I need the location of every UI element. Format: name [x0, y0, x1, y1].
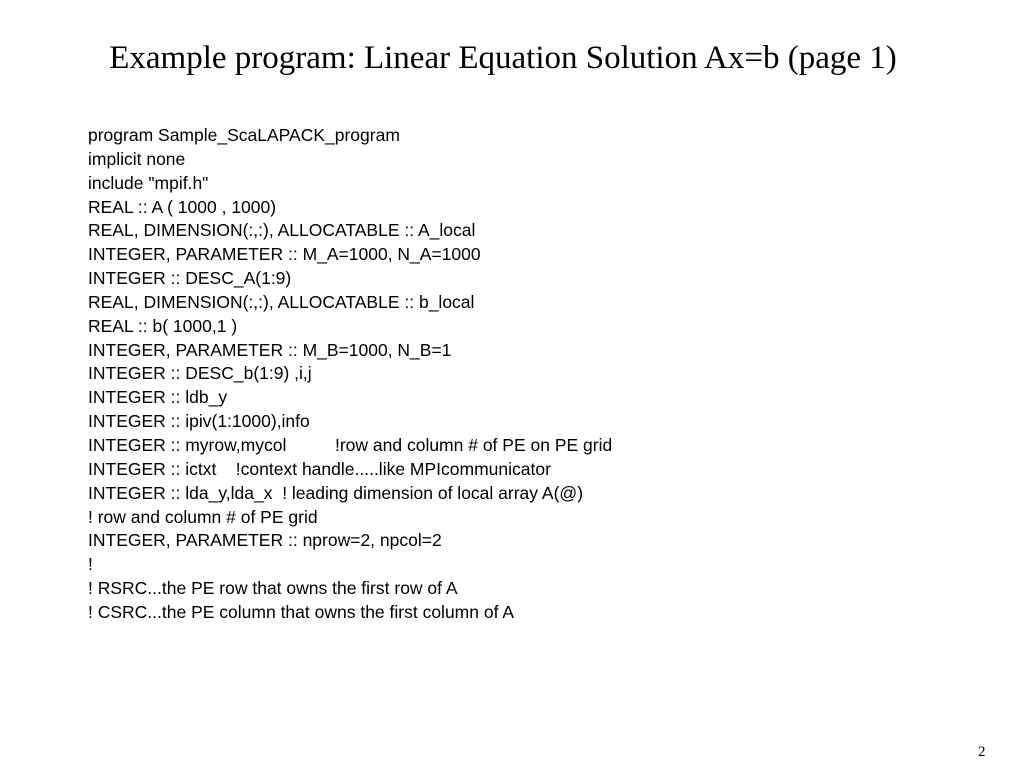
- code-line: INTEGER, PARAMETER :: M_B=1000, N_B=1: [88, 339, 452, 360]
- code-line: !: [88, 554, 93, 575]
- code-line: INTEGER, PARAMETER :: nprow=2, npcol=2: [88, 530, 442, 551]
- code-line: INTEGER :: ictxt !context handle.....like MPIcommunicator: [88, 458, 551, 479]
- code-line: ! RSRC...the PE row that owns the first row of A: [88, 578, 458, 599]
- code-line: program Sample_ScaLAPACK_program: [88, 125, 400, 145]
- page-number: 2: [978, 744, 986, 760]
- code-line: REAL :: b( 1000,1 ): [88, 315, 238, 336]
- code-line: REAL :: A ( 1000 , 1000): [88, 196, 277, 217]
- code-line: ! row and column # of PE grid: [88, 506, 318, 527]
- code-line: INTEGER :: ipiv(1:1000),info: [88, 411, 310, 432]
- code-line: INTEGER :: ldb_y: [88, 387, 228, 408]
- code-line: INTEGER, PARAMETER :: M_A=1000, N_A=1000: [88, 244, 481, 265]
- code-line: include "mpif.h": [88, 172, 209, 193]
- code-line: INTEGER :: DESC_b(1:9) ,i,j: [88, 363, 312, 384]
- code-line: ! CSRC...the PE column that owns the first column of A: [88, 601, 515, 622]
- code-line: INTEGER :: lda_y,lda_x ! leading dimension of local array A(@): [88, 482, 584, 503]
- code-line: REAL, DIMENSION(:,:), ALLOCATABLE :: A_local: [88, 220, 476, 241]
- code-line: INTEGER :: DESC_A(1:9): [88, 268, 292, 289]
- code-line: REAL, DIMENSION(:,:), ALLOCATABLE :: b_local: [88, 291, 475, 312]
- code-line: INTEGER :: myrow,mycol !row and column # of PE on PE grid: [88, 434, 613, 455]
- code-line: implicit none: [88, 148, 186, 169]
- code-listing: [88, 124, 988, 625]
- slide-title: Example program: Linear Equation Solution Ax=b (page 1): [109, 40, 897, 76]
